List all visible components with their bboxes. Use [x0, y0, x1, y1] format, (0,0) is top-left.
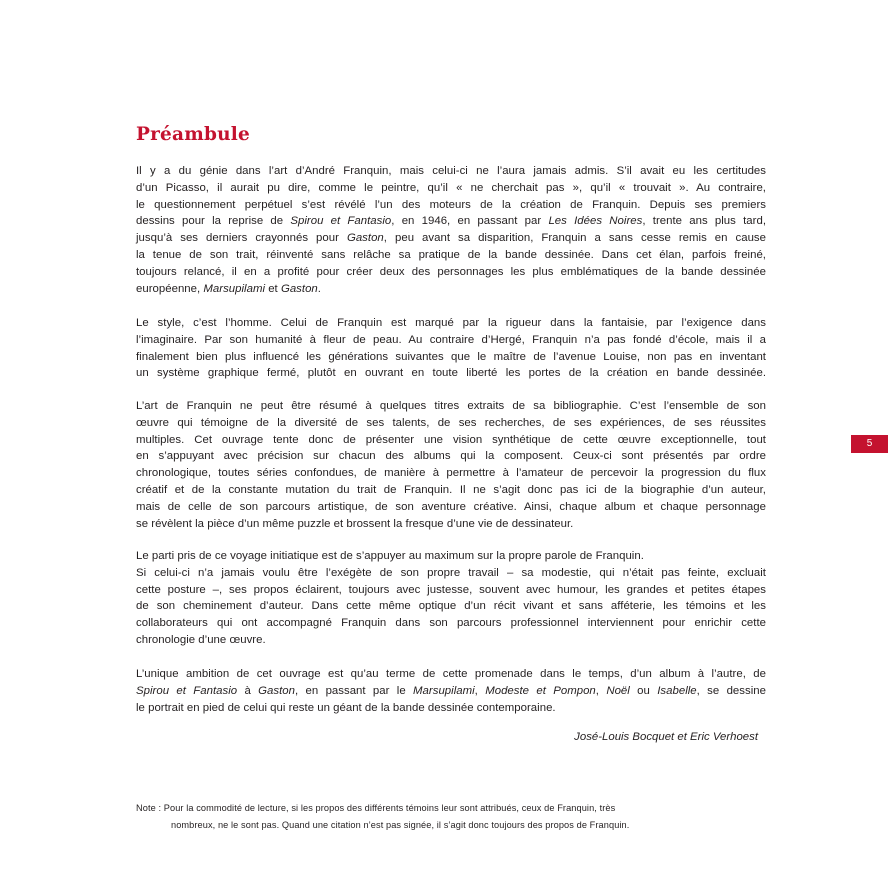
text-line: jusqu’à ses derniers crayonnés pour Gaston, peu avant sa disparition, Franquin a sans cesse remis en cause: [136, 232, 766, 245]
text-line: Il y a du génie dans l’art d’André Franquin, mais celui-ci ne l’aura jamais admis. S’il avait eu les certitudes: [136, 165, 766, 177]
text-line: le portrait en pied de celui qui reste un géant de la bande dessinée contemporaine.: [136, 701, 556, 714]
text-line: d’un Picasso, il aurait pu dire, comme le peintre, qu’il « ne cherchait pas », qu’il « trouvait ». Au contraire,: [136, 181, 766, 194]
footnote-line: Note : Pour la commodité de lecture, si les propos des différents témoins leur sont attribués, ceux de Franquin, très: [136, 803, 616, 813]
text-line: chronologique, toutes séries confondues, de manière à permettre à l’amateur de percevoir la progression du flux: [136, 467, 766, 480]
text-line: Spirou et Fantasio à Gaston, en passant par le Marsupilami, Modeste et Pompon, Noël ou Isabelle, se dessine: [136, 684, 766, 697]
text-line: Le style, c’est l’homme. Celui de Franquin est marqué par la rigueur dans la fantaisie, par l’exigence dans: [136, 317, 766, 329]
footnote: [136, 800, 776, 834]
text-line: la tenue de son trait, réinventé sans relâche sa pratique de la bande dessinée. Dans cet élan, parfois freiné,: [136, 248, 766, 261]
text-line: finalement bien plus influencé les générations suivantes que le maître de l’avenue Louise, non pas en inventant: [136, 350, 766, 363]
page-title: Préambule: [136, 124, 250, 145]
text-line: Si celui-ci n’a jamais voulu être l’exégète de son propre travail – sa modestie, qui n’était pas feinte, excluait: [136, 566, 766, 579]
text-line: en s’appuyant avec précision sur chacun des albums qui la composent. Ceux-ci sont présentés par ordre: [136, 450, 766, 463]
text-line: se révèlent la pièce d’un même puzzle et brossent la fresque d’une vie de dessinateur.: [136, 517, 574, 530]
paragraph-2: [136, 315, 766, 382]
text-line: européenne, Marsupilami et Gaston.: [136, 282, 321, 295]
text-line: le questionnement perpétuel s’est révélé l’un des moteurs de la création de Franquin. Depuis ses premiers: [136, 198, 766, 211]
text-line: un système graphique fermé, plutôt en ouvrant en toute liberté les portes de la création en bande dessinée.: [136, 367, 766, 380]
signature: José-Louis Bocquet et Eric Verhoest: [574, 731, 758, 743]
page-number-tab: 5: [851, 435, 888, 453]
paragraph-3: [136, 398, 766, 532]
text-line: dessins pour la reprise de Spirou et Fantasio, en 1946, en passant par Les Idées Noires, trente ans plus tard,: [136, 215, 766, 228]
paragraph-1: [136, 163, 766, 297]
text-line: Le parti pris de ce voyage initiatique est de s’appuyer au maximum sur la propre parole de Franquin.: [136, 550, 644, 562]
text-line: L’art de Franquin ne peut être résumé à quelques titres extraits de sa bibliographie. C’est l’ensemble de son: [136, 400, 766, 412]
text-line: toujours relancé, il en a profité pour créer deux des personnages les plus emblématiques de la bande dessinée: [136, 265, 766, 278]
text-line: multiples. Cet ouvrage tente donc de présenter une vision synthétique de cette œuvre exceptionnelle, tout: [136, 433, 766, 446]
text-line: de son cheminement d’auteur. Dans cette même optique d’un récit vivant et sans afféterie, les témoins et les: [136, 600, 766, 613]
text-line: chronologie d’une œuvre.: [136, 633, 266, 646]
text-line: œuvre qui témoigne de la diversité de ses talents, de ses recherches, de ses expériences, de ses réussites: [136, 416, 766, 429]
text-line: créatif et de la constante mutation du trait de Franquin. Il ne s’agit donc pas ici de la biographie d’un auteur,: [136, 483, 766, 496]
paragraph-5: [136, 666, 766, 716]
text-line: mais de celle de son parcours artistique, de son aventure créative. Ainsi, chaque album et chaque personnage: [136, 500, 766, 513]
footnote-line: nombreux, ne le sont pas. Quand une citation n’est pas signée, il s’agit donc toujours des propos de Franquin.: [171, 820, 630, 830]
paragraph-4: [136, 548, 766, 649]
text-line: L’unique ambition de cet ouvrage est qu’au terme de cette promenade dans le temps, d’un album à l’autre, de: [136, 668, 766, 680]
text-line: l’imaginaire. Par son humanité à fleur de peau. Au contraire d’Hergé, Franquin n’a pas fondé d’école, mais il a: [136, 333, 766, 346]
text-line: cette posture –, ses propos éclairent, toujours avec justesse, souvent avec humour, les grandes et petites étapes: [136, 583, 766, 596]
text-line: collaborateurs qui ont accompagné Franquin dans son parcours professionnel interviennent pour enrichir cette: [136, 617, 766, 630]
